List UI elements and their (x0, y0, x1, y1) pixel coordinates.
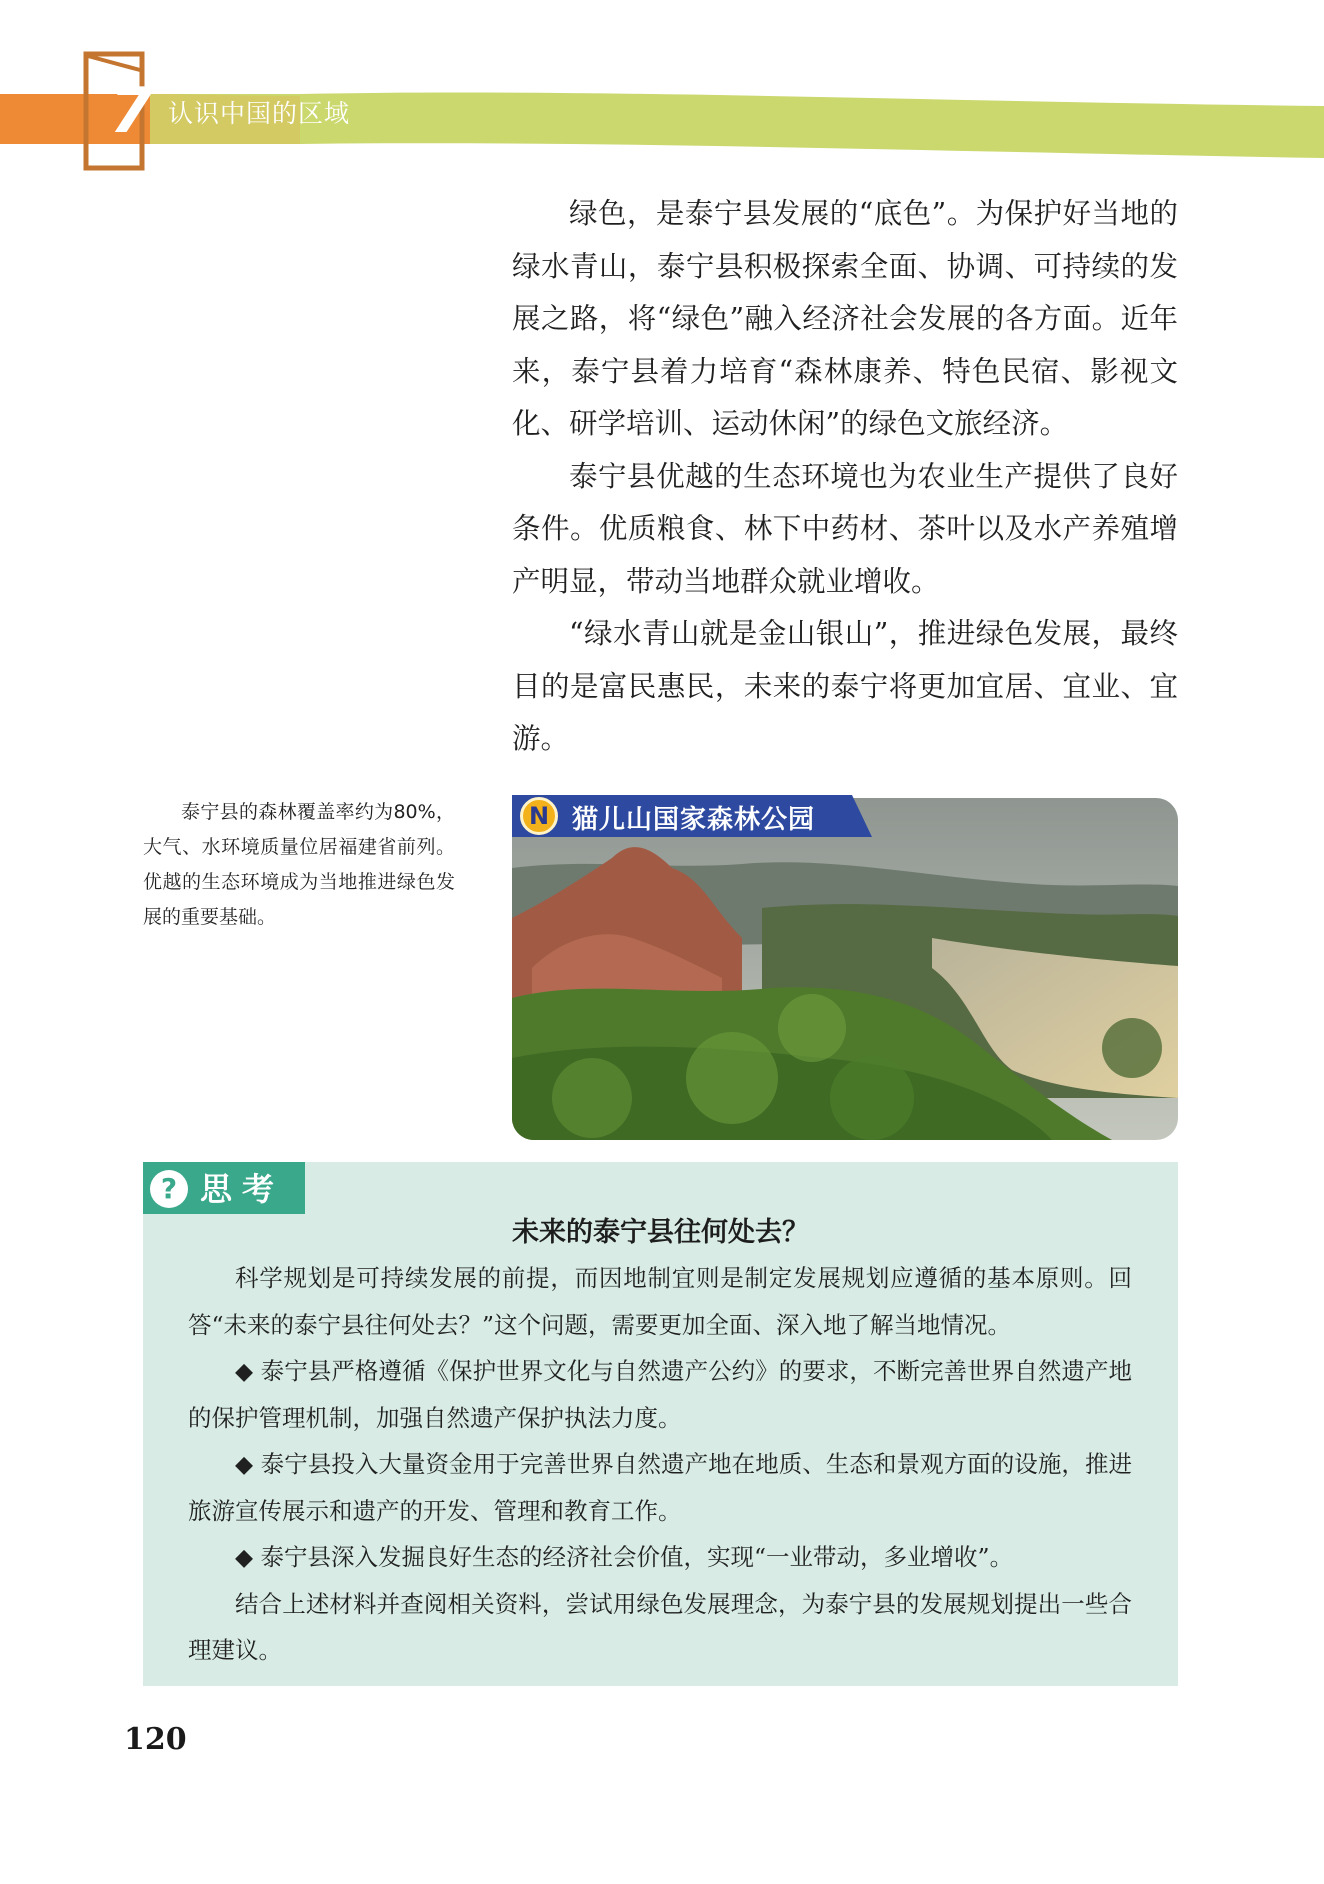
chapter-title: 认识中国的区域 (168, 99, 351, 128)
think-bullet: ◆ 泰宁县投入大量资金用于完善世界自然遗产地在地质、生态和景观方面的设施，推进旅游宣传展示和遗产的开发、管理和教育工作。 (188, 1450, 1132, 1525)
think-paragraph: 科学规划是可持续发展的前提，而因地制宜则是制定发展规划应遵循的基本原则。回答“未来的泰宁县往何处去？”这个问题，需要更加全面、深入地了解当地情况。 (188, 1264, 1132, 1339)
think-label: 思考 (200, 1170, 285, 1208)
n-badge-icon: N (520, 797, 558, 835)
landscape-illustration (512, 798, 1178, 1140)
main-text (512, 188, 1178, 766)
think-paragraph: 结合上述材料并查阅相关资料，尝试用绿色发展理念，为泰宁县的发展规划提出一些合理建议。 (188, 1589, 1132, 1664)
forest-park-photo (512, 798, 1178, 1140)
photo-label-text: 猫儿山国家森林公园 (572, 805, 816, 835)
photo-label (512, 795, 872, 837)
paragraph: 泰宁县优越的生态环境也为农业生产提供了良好条件。优质粮食、林下中药材、茶叶以及水产养殖增产明显，带动当地群众就业增收。 (512, 459, 1178, 598)
think-title: 未来的泰宁县往何处去？ (512, 1217, 809, 1248)
think-bullet: ◆ 泰宁县严格遵循《保护世界文化与自然遗产公约》的要求，不断完善世界自然遗产地的保护管理机制，加强自然遗产保护执法力度。 (188, 1357, 1132, 1432)
photo-caption (143, 795, 455, 935)
think-bullet: ◆ 泰宁县深入发掘良好生态的经济社会价值，实现“一业带动，多业增收”。 (235, 1543, 1014, 1571)
chapter-number: 7 (110, 74, 154, 147)
paragraph: 绿色，是泰宁县发展的“底色”。为保护好当地的绿水青山，泰宁县积极探索全面、协调、可持续的发展之路，将“绿色”融入经济社会发展的各方面。近年来，泰宁县着力培育“森林康养、特色民宿、影视文化、研学培训、运动休闲”的绿色文旅经济。 (512, 197, 1178, 440)
paragraph: “绿水青山就是金山银山”，推进绿色发展，最终目的是富民惠民，未来的泰宁将更加宜居、宜业、宜游。 (512, 617, 1178, 755)
page-number: 120 (124, 1722, 187, 1757)
question-icon: ? (150, 1170, 188, 1208)
caption-text: 泰宁县的森林覆盖率约为80%，大气、水环境质量位居福建省前列。优越的生态环境成为当地推进绿色发展的重要基础。 (143, 801, 455, 928)
think-body (188, 1255, 1132, 1674)
